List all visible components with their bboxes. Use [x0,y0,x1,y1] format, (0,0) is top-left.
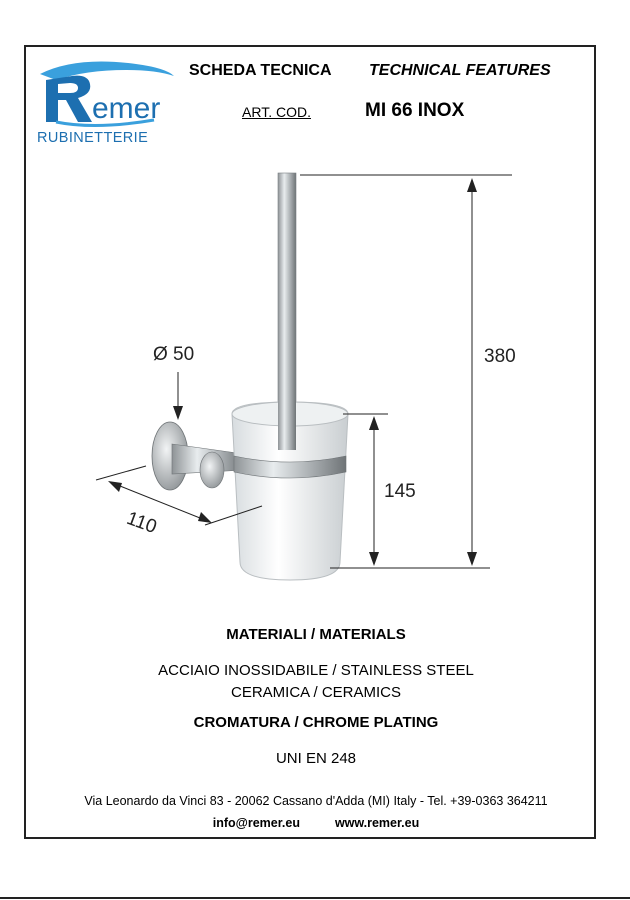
arrow-145-top [369,416,379,430]
page-bottom-rule [0,897,630,899]
arrow-110-right [198,512,212,523]
standard-label: UNI EN 248 [275,750,357,767]
diameter-label: Ø 50 [153,344,195,365]
dim-line-110 [110,482,210,522]
height-total-label: 380 [484,346,516,367]
contact-line [24,816,608,830]
material-line-ceramic: CERAMICA / CERAMICS [230,684,402,701]
company-address: Via Leonardo da Vinci 83 - 20062 Cassano d'Adda (MI) Italy - Tel. +39-0363 364211 [84,794,548,808]
logo-wordmark: emer [92,92,161,125]
website-link[interactable]: www.remer.eu [334,816,420,830]
dim-ext-110-left [96,466,146,480]
arrow-380-top [467,178,477,192]
depth-label: 110 [123,508,160,539]
art-code-label: ART. COD. [242,104,311,120]
material-line-steel: ACCIAIO INOSSIDABILE / STAINLESS STEEL [158,662,474,679]
arm-joint [200,452,224,488]
technical-features-label: TECHNICAL FEATURES [369,62,551,79]
brush-handle [278,173,296,433]
brush-handle-lower [278,400,296,450]
materials-heading: MATERIALI / MATERIALS [226,626,406,643]
height-cup-label: 145 [384,481,416,502]
arrow-380-bottom [467,552,477,566]
arrow-110-left [108,481,122,492]
finish-heading: CROMATURA / CHROME PLATING [193,714,439,731]
arrow-145-bottom [369,552,379,566]
arrow-diameter [173,406,183,420]
email-link[interactable]: info@remer.eu [212,816,300,830]
scheda-tecnica-label: SCHEDA TECNICA [189,62,332,79]
brand-subtitle: RUBINETTERIE [37,130,149,146]
art-code-value: MI 66 INOX [365,100,465,121]
